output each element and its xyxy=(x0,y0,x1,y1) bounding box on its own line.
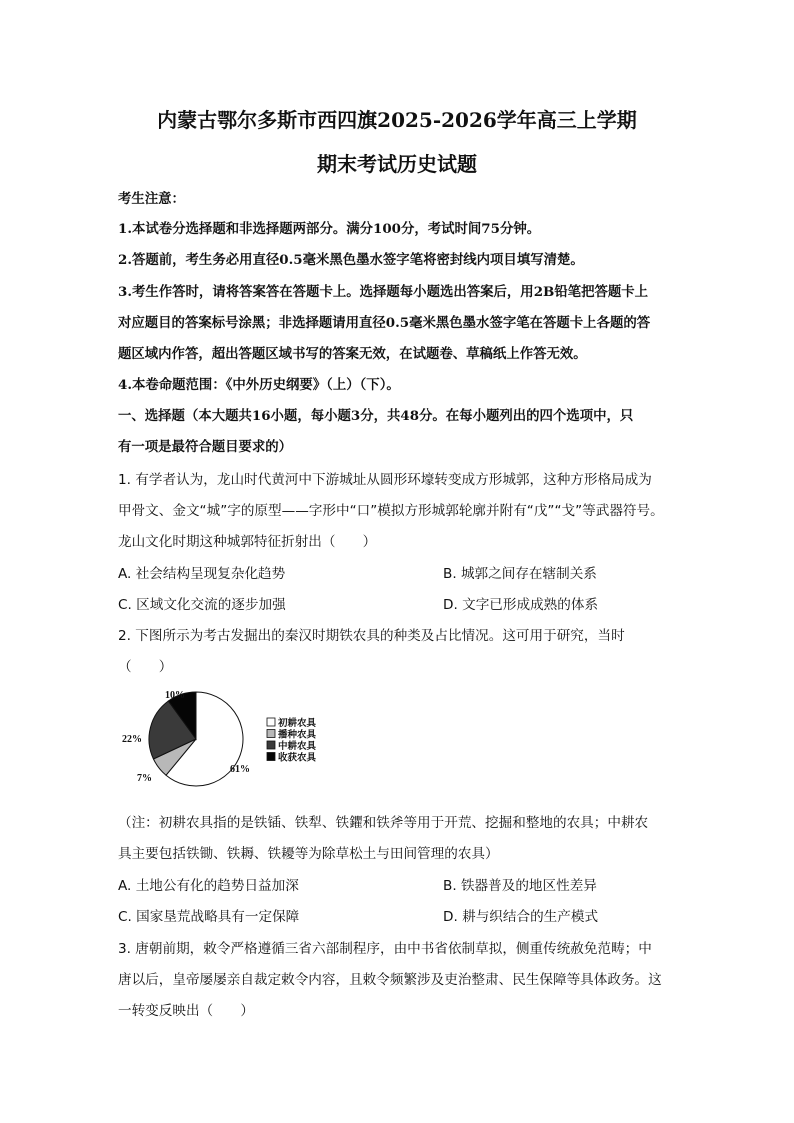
q2-line-1: 2. 下图所示为考古发掘出的秦汉时期铁农具的种类及占比情况。这可用于研究，当时 xyxy=(118,628,625,644)
q1-line-2: 甲骨文、金文“城”字的原型——字形中“口”模拟方形城郭轮廓并附有“戊”“戈”等武器符号。 xyxy=(118,503,664,519)
legend-label-intertillage: 中耕农具 xyxy=(278,741,317,752)
pie-label-sowing: 7% xyxy=(137,773,152,784)
notice-item-3-line-1: 3.考生作答时，请将答案答在答题卡上。选择题每小题选出答案后，用2B铅笔把答题卡上 xyxy=(118,284,649,300)
notice-item-3-line-3: 题区域内作答，超出答题区域书写的答案无效，在试题卷、草稿纸上作答无效。 xyxy=(118,346,587,362)
q2-option-d: D. 耕与织结合的生产模式 xyxy=(443,909,599,925)
q1-option-c: C. 区域文化交流的逐步加强 xyxy=(118,597,286,613)
notice-item-4: 4.本卷命题范围：《中外历史纲要》（上）（下）。 xyxy=(118,377,400,393)
pie-label-intertillage: 22% xyxy=(122,734,142,745)
q3-line-1: 3. 唐朝前期，敕令严格遵循三省六部制程序，由中书省依制草拟，侧重传统赦免范畴；中 xyxy=(118,941,652,957)
legend-label-initial-tillage: 初耕农具 xyxy=(278,718,317,729)
legend-label-harvest: 收获农具 xyxy=(278,752,317,764)
farm-tools-pie-chart xyxy=(110,680,360,800)
title-line-2: 期末考试历史试题 xyxy=(317,152,477,176)
legend-label-sowing: 播种农具 xyxy=(278,729,317,741)
q3-line-2: 唐以后，皇帝屡屡亲自裁定敕令内容，且敕令频繁涉及吏治整肃、民生保障等具体政务。这 xyxy=(118,972,662,988)
legend-swatch-harvest xyxy=(267,753,275,761)
title-line-1: 内蒙古鄂尔多斯市西四旗2025-2026学年高三上学期 xyxy=(157,108,637,132)
q1-option-b: B. 城郭之间存在辖制关系 xyxy=(443,566,597,582)
q2-option-c: C. 国家垦荒战略具有一定保障 xyxy=(118,909,300,925)
q1-option-a: A. 社会结构呈现复杂化趋势 xyxy=(118,566,286,582)
pie-label-initial-tillage: 61% xyxy=(230,764,250,775)
legend-swatch-sowing xyxy=(267,730,275,738)
q2-line-2: （ ） xyxy=(118,659,173,675)
notice-item-3-line-2: 对应题目的答案标号涂黑；非选择题请用直径0.5毫米黑色墨水签字笔在答题卡上各题的答 xyxy=(118,315,651,331)
notice-heading: 考生注意： xyxy=(118,191,185,207)
q2-note-line-1: （注：初耕农具指的是铁锸、铁犁、铁鑺和铁斧等用于开荒、挖掘和整地的农具；中耕农 xyxy=(118,815,649,831)
section-heading-line-1: 一、选择题（本大题共16小题，每小题3分，共48分。在每小题列出的四个选项中，只 xyxy=(118,408,634,424)
q1-option-d: D. 文字已形成成熟的体系 xyxy=(443,597,599,613)
q2-option-b: B. 铁器普及的地区性差异 xyxy=(443,878,597,894)
q1-line-1: 1. 有学者认为，龙山时代黄河中下游城址从圆形环壕转变成方形城郭，这种方形格局成为 xyxy=(118,472,652,488)
q2-option-a: A. 土地公有化的趋势日益加深 xyxy=(118,878,299,894)
legend-swatch-initial-tillage xyxy=(267,718,275,726)
legend-swatch-intertillage xyxy=(267,741,275,749)
notice-item-2: 2.答题前，考生务必用直径0.5毫米黑色墨水签字笔将密封线内项目填写清楚。 xyxy=(118,252,584,268)
q2-note-line-2: 具主要包括铁锄、铁耨、铁耰等为除草松土与田间管理的农具） xyxy=(118,846,499,862)
q3-line-3: 一转变反映出（ ） xyxy=(118,1003,254,1019)
section-heading-line-2: 有一项是最符合题目要求的） xyxy=(118,439,293,455)
notice-item-1: 1.本试卷分选择题和非选择题两部分。满分100分，考试时间75分钟。 xyxy=(118,221,541,237)
q1-line-3: 龙山文化时期这种城郭特征折射出（ ） xyxy=(118,534,377,550)
pie-label-harvest: 10% xyxy=(165,690,185,701)
